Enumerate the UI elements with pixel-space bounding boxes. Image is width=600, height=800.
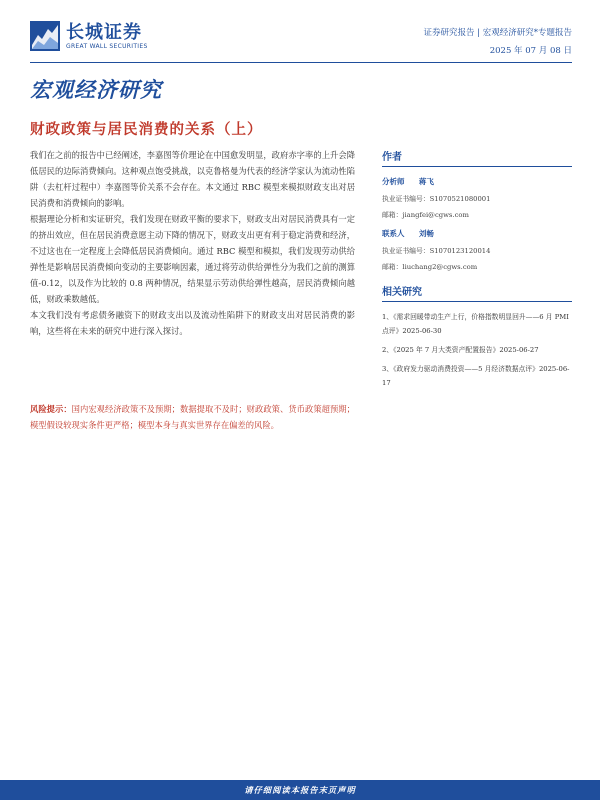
logo-english-text: GREAT WALL SECURITIES [66, 42, 148, 50]
related-item[interactable]: 1、《需求回暖带动生产上行，价格指数明显回升——6 月 PMI 点评》2025-06-30 [382, 313, 569, 335]
contact-email[interactable]: 邮箱：liuchang2@cgws.com [382, 263, 478, 271]
analyst-name: 蒋飞 [418, 177, 434, 186]
analyst-cert: 执业证书编号：S1070521080001 [382, 195, 491, 203]
report-header-info [423, 26, 572, 56]
report-category: 证券研究报告 | 宏观经济研究*专题报告 [423, 28, 572, 38]
body-paragraph: 本文我们没有考虑债务融资下的财政支出以及流动性陷阱下的财政支出对居民消费的影响，这些将在未来的研究中进行深入探讨。 [30, 310, 355, 336]
company-logo [30, 18, 170, 54]
footer-disclaimer: 请仔细阅读本报告末页声明 [244, 785, 356, 795]
logo-chinese-text: 长城证券 [66, 21, 142, 43]
contact-role: 联系人 [382, 229, 405, 238]
sidebar [382, 148, 572, 395]
report-date: 2025 年 07 月 08 日 [489, 46, 572, 56]
section-title: 宏观经济研究 [30, 78, 162, 102]
risk-label: 风险提示： [30, 404, 72, 414]
report-title: 财政政策与居民消费的关系（上） [30, 122, 263, 138]
body-paragraph: 根据理论分析和实证研究，我们发现在财政平衡的要求下，财政支出对居民消费具有一定的挤出效应，但在居民消费意愿主动下降的情况下，财政支出更有利于稳定消费和经济，不过这也在一定程度上会降低居民消费倾向。通过 RBC 模型和模拟，我们发现劳动供给弹性是影响居民消费倾向变动的主要影响因素，通过将劳动供给弹性分为我们之前的测算值-0.12，以及作为比较的 0.8 两种情况，结果显示劳动供给弹性越高，居民消费倾向越低，财政乘数越低。 [30, 214, 355, 304]
contact-cert: 执业证书编号：S1070123120014 [382, 247, 491, 255]
header-divider [30, 62, 572, 63]
risk-text: 国内宏观经济政策不及预期；数据提取不及时；财政政策、货币政策超预期；模型假设较现实条件更严格；模型本身与真实世界存在偏差的风险。 [30, 404, 355, 430]
contact-block [382, 228, 572, 271]
related-heading: 相关研究 [382, 283, 572, 302]
analyst-email[interactable]: 邮箱：jiangfei@cgws.com [382, 211, 469, 219]
related-item[interactable]: 3、《政府发力驱动消费投资——5 月经济数据点评》2025-06-17 [382, 365, 570, 387]
contact-name: 刘畅 [418, 229, 434, 238]
great-wall-logo-icon [30, 21, 60, 51]
related-item[interactable]: 2、《2025 年 7 月大类资产配置报告》2025-06-27 [382, 346, 539, 354]
related-research [382, 283, 572, 390]
related-list [382, 310, 572, 390]
analyst-role: 分析师 [382, 177, 405, 186]
body-paragraph: 我们在之前的报告中已经阐述，李嘉图等价理论在中国愈发明显，政府赤字率的上升会降低居民的边际消费倾向。这种观点饱受挑战，以克鲁格曼为代表的经济学家认为流动性陷阱（去杠杆过程中）李嘉图等价关系不会存在。本文通过 RBC 模型来模拟财政支出对居民消费和消费倾向的影响。 [30, 150, 355, 208]
risk-warning [30, 401, 355, 433]
analyst-block [382, 176, 572, 219]
authors-heading: 作者 [382, 148, 572, 167]
report-body [30, 147, 355, 339]
